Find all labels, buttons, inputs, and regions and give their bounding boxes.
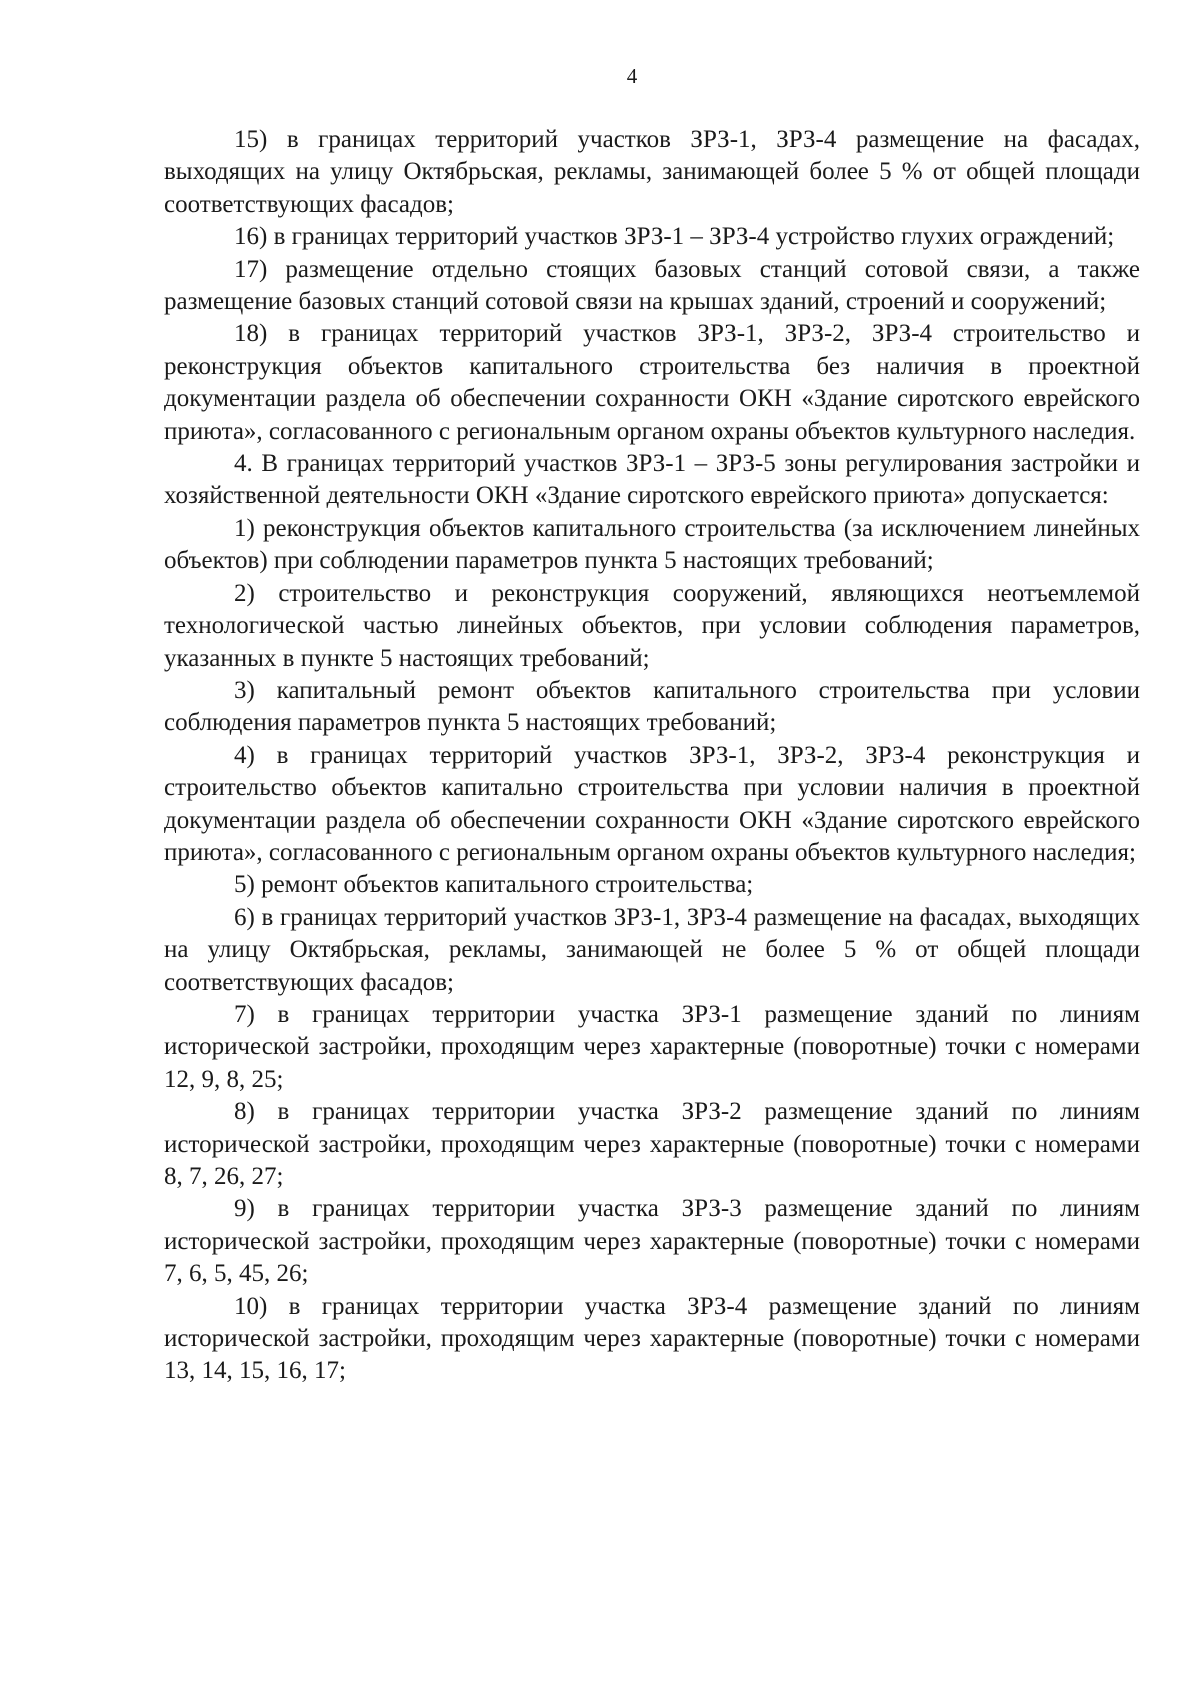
paragraph-item-10: 10) в границах территории участка ЗРЗ-4 размещение зданий по линиям исторической застройки, проходящим через характерные (поворотные) точки с номерами 13, 14, 15, 16, 17; <box>164 1292 1140 1385</box>
paragraph-item-6: 6) в границах территорий участков ЗРЗ-1, ЗРЗ-4 размещение на фасадах, выходящих на улицу Октябрьская, рекламы, занимающей не более 5 % от общей площади соответствующих фасадов; <box>164 903 1140 996</box>
paragraph-item-4: 4) в границах территорий участков ЗРЗ-1, ЗРЗ-2, ЗРЗ-4 реконструкция и строительство объектов капитально строительства при условии наличия в проектной документации раздела об обеспечении сохранности ОКН «Здание сиротского еврейского приюта», согласованного с региональным органом охраны объектов культурного наследия; <box>164 741 1140 866</box>
paragraph-item-16: 16) в границах территорий участков ЗРЗ-1 – ЗРЗ-4 устройство глухих ограждений; <box>234 223 1115 251</box>
paragraph-item-3: 3) капитальный ремонт объектов капитального строительства при условии соблюдения параметров пункта 5 настоящих требований; <box>164 676 1140 737</box>
paragraph-section-4: 4. В границах территорий участков ЗРЗ-1 – ЗРЗ-5 зоны регулирования застройки и хозяйственной деятельности ОКН «Здание сиротского еврейского приюта» допускается: <box>164 450 1140 510</box>
paragraph-item-17: 17) размещение отдельно стоящих базовых станций сотовой связи, а также размещение базовых станций сотовой связи на крышах зданий, строений и сооружений; <box>164 255 1140 316</box>
paragraph-item-1: 1) реконструкция объектов капитального строительства (за исключением линейных объектов) при соблюдении параметров пункта 5 настоящих требований; <box>164 514 1140 575</box>
paragraph-item-5: 5) ремонт объектов капитального строительства; <box>234 871 754 899</box>
paragraph-item-7: 7) в границах территории участка ЗРЗ-1 размещение зданий по линиям исторической застройки, проходящим через характерные (поворотные) точки с номерами 12, 9, 8, 25; <box>164 1000 1140 1093</box>
paragraph-item-18: 18) в границах территорий участков ЗРЗ-1, ЗРЗ-2, ЗРЗ-4 строительство и реконструкция объектов капитального строительства без наличия в проектной документации раздела об обеспечении сохранности ОКН «Здание сиротского еврейского приюта», согласованного с региональным органом охраны объектов культурного наследия. <box>164 320 1140 445</box>
paragraph-item-2: 2) строительство и реконструкция сооружений, являющихся неотъемлемой технологической частью линейных объектов, при условии соблюдения параметров, указанных в пункте 5 настоящих требований; <box>164 579 1140 672</box>
paragraph-item-15: 15) в границах территорий участков ЗРЗ-1, ЗРЗ-4 размещение на фасадах, выходящих на улицу Октябрьская, рекламы, занимающей более 5 % от общей площади соответствующих фасадов; <box>164 126 1140 218</box>
document-body <box>164 124 1140 1388</box>
page-number: 4 <box>626 64 638 88</box>
paragraph-item-9: 9) в границах территории участка ЗРЗ-3 размещение зданий по линиям исторической застройки, проходящим через характерные (поворотные) точки с номерами 7, 6, 5, 45, 26; <box>164 1195 1140 1288</box>
paragraph-item-8: 8) в границах территории участка ЗРЗ-2 размещение зданий по линиям исторической застройки, проходящим через характерные (поворотные) точки с номерами 8, 7, 26, 27; <box>164 1098 1140 1190</box>
